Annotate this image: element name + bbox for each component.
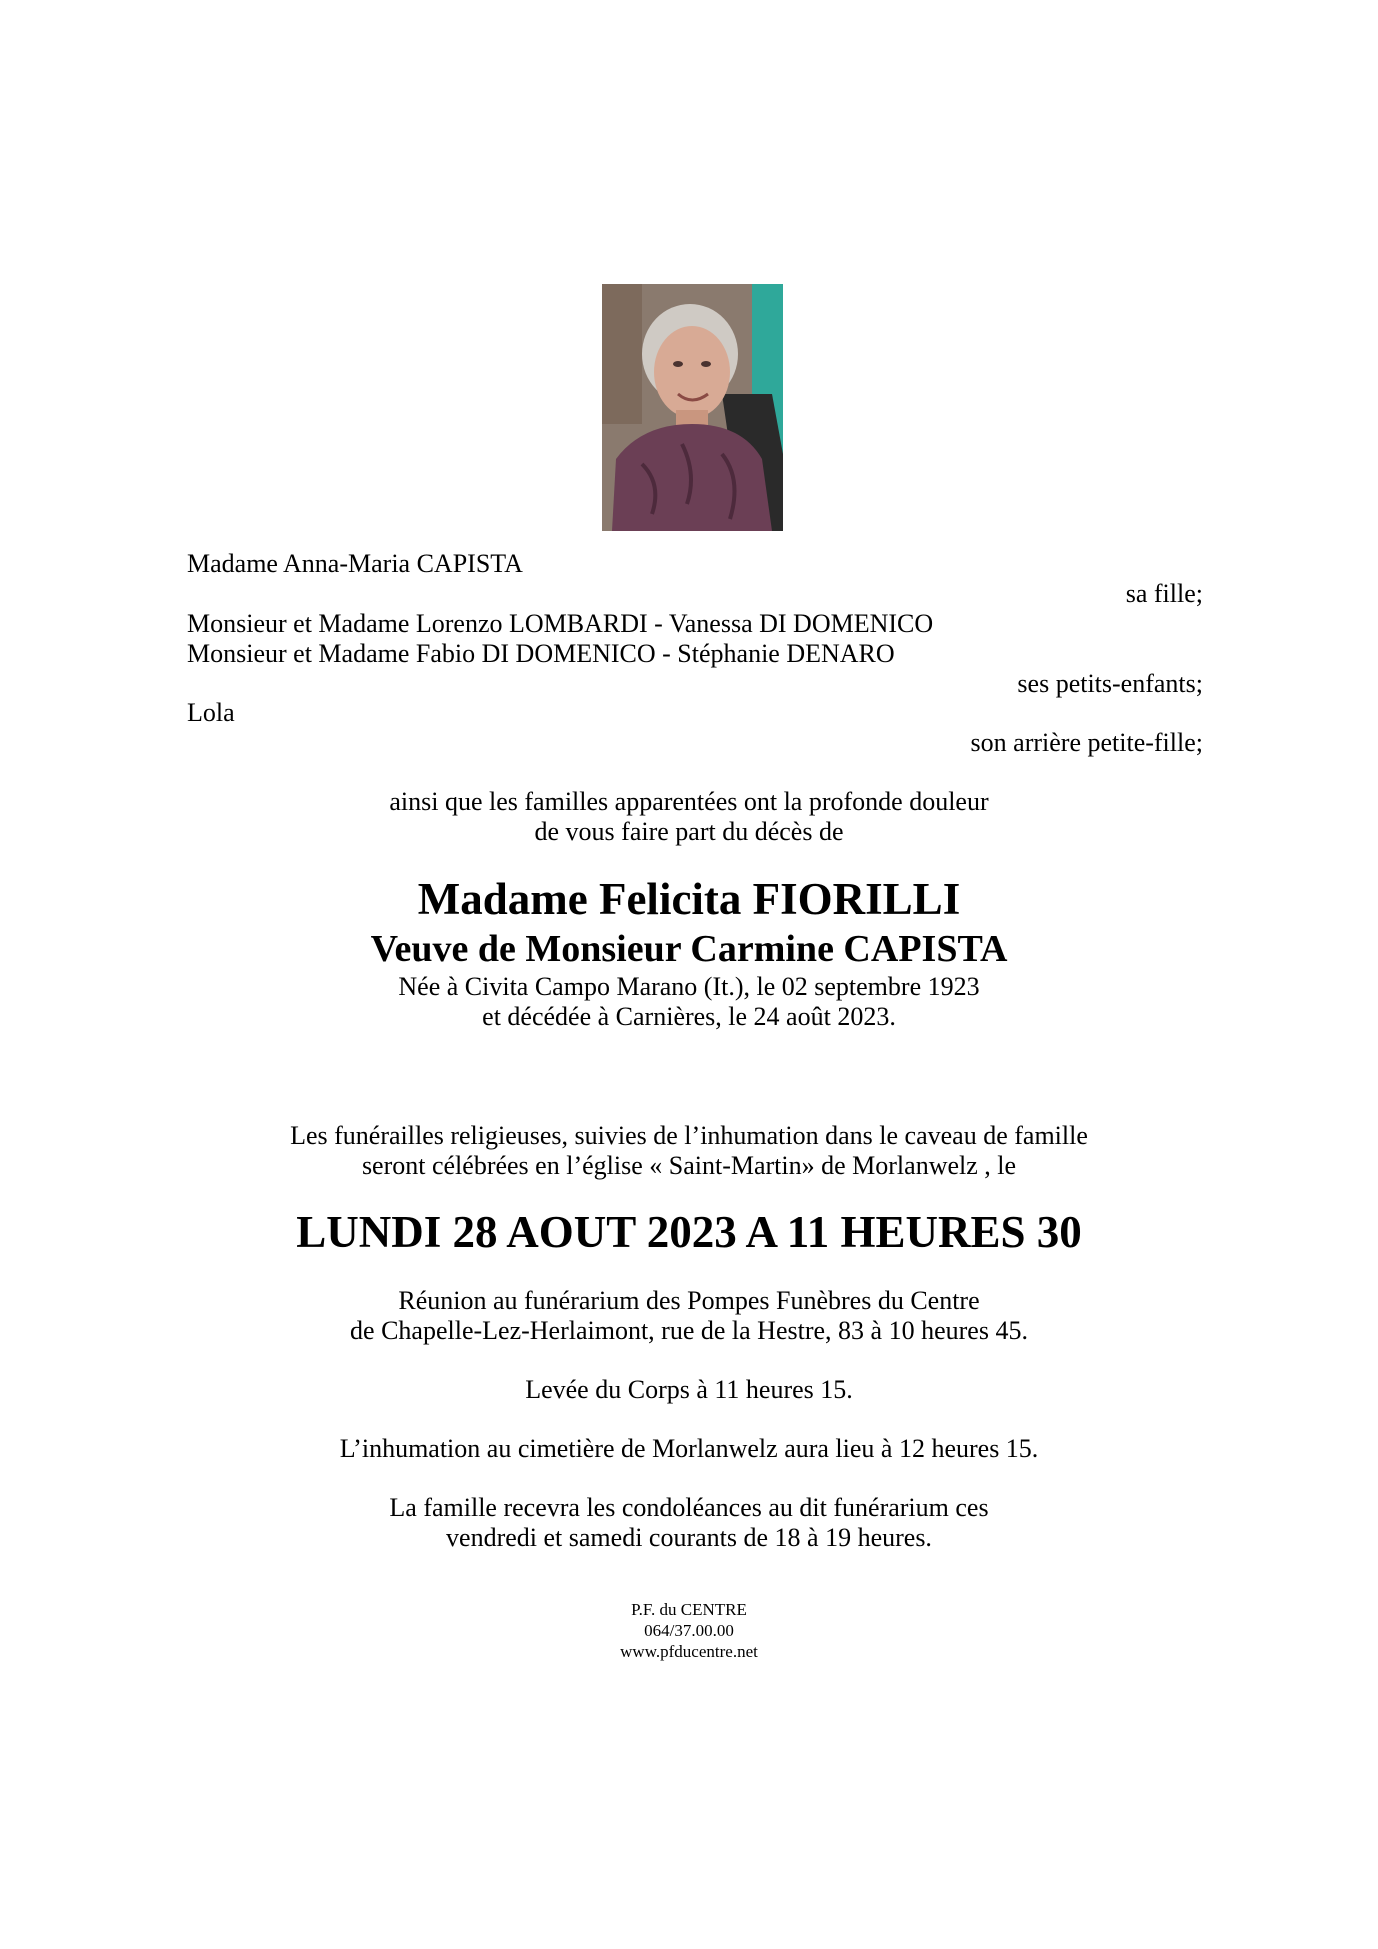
meeting-line-2: de Chapelle-Lez-Herlaimont, rue de la Hestre, 83 à 10 heures 45. [350,1316,1028,1345]
condolences-line-1: La famille recevra les condoléances au dit funérarium ces [389,1493,989,1522]
portrait-photo [602,284,783,531]
footer-phone: 064/37.00.00 [644,1621,734,1640]
footer-company: P.F. du CENTRE [631,1600,747,1619]
grandchildren-line-2: Monsieur et Madame Fabio DI DOMENICO - Stéphanie DENARO [187,639,895,668]
daughter-name: Madame Anna-Maria CAPISTA [187,549,523,578]
announcement-line-1: ainsi que les familles apparentées ont la profonde douleur [389,787,989,816]
grandchildren-line-1: Monsieur et Madame Lorenzo LOMBARDI - Vanessa DI DOMENICO [187,609,934,638]
announcement-line-2: de vous faire part du décès de [534,817,844,846]
levee-line: Levée du Corps à 11 heures 15. [525,1375,853,1404]
great-grandchild-role: son arrière petite-fille; [970,728,1203,757]
funeral-line-1: Les funérailles religieuses, suivies de l’inhumation dans le caveau de famille [290,1121,1088,1150]
birth-line: Née à Civita Campo Marano (It.), le 02 septembre 1923 [398,972,980,1001]
funeral-line-2: seront célébrées en l’église « Saint-Martin» de Morlanwelz , le [361,1151,1017,1180]
funeral-date: LUNDI 28 AOUT 2023 A 11 HEURES 30 [296,1207,1082,1257]
widow-line: Veuve de Monsieur Carmine CAPISTA [370,928,1008,970]
condolences-line-2: vendredi et samedi courants de 18 à 19 heures. [446,1523,932,1552]
deceased-name: Madame Felicita FIORILLI [417,874,961,924]
daughter-role: sa fille; [1125,579,1203,608]
burial-line: L’inhumation au cimetière de Morlanwelz aura lieu à 12 heures 15. [339,1434,1039,1463]
footer-website[interactable]: www.pfducentre.net [620,1642,758,1661]
great-grandchild-name: Lola [187,698,235,727]
grandchildren-role: ses petits-enfants; [1017,669,1203,698]
death-line: et décédée à Carnières, le 24 août 2023. [482,1002,896,1031]
meeting-line-1: Réunion au funérarium des Pompes Funèbres du Centre [398,1286,980,1315]
